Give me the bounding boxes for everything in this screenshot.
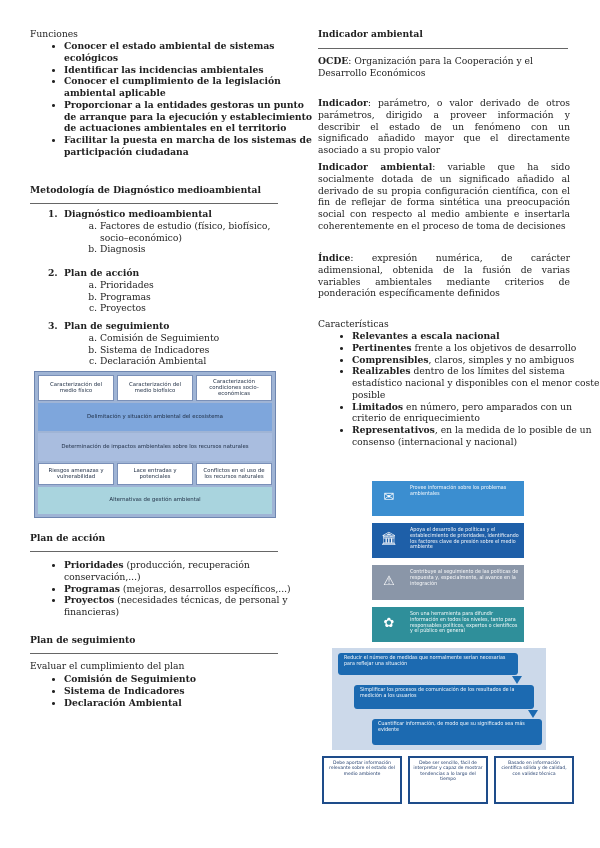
indicator-functions-infographic: [372, 479, 524, 644]
flow-step: Reducir el número de medidas que normalmente serían necesarias para reflejar una situación: [338, 653, 518, 675]
criteria-box: Debe ser sencillo, fácil de interpretar y capaz de mostrar tendencias a lo largo del tiempo: [408, 756, 488, 804]
caracteristicas-title: Características: [318, 319, 389, 330]
step-subitem: c. Proyectos: [100, 303, 280, 315]
step-heading: [30, 209, 280, 221]
indicator-criteria-boxes: [318, 756, 574, 806]
diagram-mid-box: Lace entradas y potenciales: [117, 463, 193, 485]
step-sublist: [30, 280, 280, 315]
funcion-item: • Proporcionar a la entidades gestoras un punto de arranque para la ejecución y establecimiento de actuaciones ambientales en el territorio: [64, 100, 314, 135]
list-item-term: Comprensibles: [352, 354, 429, 366]
infographic-text: Contribuye al seguimiento de las políticas de respuesta y, especialmente, al avance en la integración: [406, 565, 524, 600]
plan-seguimiento-item: • Declaración Ambiental: [64, 698, 314, 710]
step-subitem: a. Factores de estudio (físico, biofísico, socio–económico): [100, 221, 280, 245]
infographic-icon: ✉: [372, 481, 406, 516]
flow-step: Cuantificar información, de modo que su significado sea más evidente: [372, 719, 542, 745]
plan-seguimiento-title: Plan de seguimiento: [30, 635, 136, 646]
step-subitem: a. Prioridades: [100, 280, 280, 292]
list-item-text: frente a los objetivos de desarrollo: [411, 342, 577, 354]
plan-seguimiento-intro: Evaluar el cumplimiento del plan: [30, 661, 185, 672]
diagram-mid-box: Conflictos en el uso de los recursos naturales: [196, 463, 272, 485]
funciones-title: Funciones: [30, 29, 78, 40]
funcion-item: • Identificar las incidencias ambientales: [64, 65, 314, 77]
divider: [30, 551, 278, 552]
indice-term: Índice: [318, 253, 351, 264]
indicador-text: : parámetro, o valor derivado de otros parámetros, dirigido a proveer información y describir el estado de un fenómeno con un significado añadido mayor que el directamente asociado a su propio valor: [318, 98, 570, 157]
flow-arrow: [512, 676, 522, 684]
diagram-top-box: Caracterización condiciones socio-económicas: [196, 375, 272, 401]
infographic-icon: ✿: [372, 607, 406, 642]
funcion-item: • Conocer el cumplimiento de la legislación ambiental aplicable: [64, 76, 314, 100]
diagram-band-impactos: Determinación de impactos ambientales sobre los recursos naturales: [38, 433, 272, 461]
infographic-icon: ⚠: [372, 565, 406, 600]
indicador-definition: [318, 98, 570, 157]
infographic-row: [372, 565, 524, 600]
list-item-text: , claros, simples y no ambiguos: [428, 354, 575, 366]
step-title: Plan de seguimiento: [64, 321, 170, 332]
diagnosis-diagram: [34, 371, 276, 518]
ocde-term: OCDE: [318, 56, 349, 67]
metodologia-step: [30, 209, 280, 256]
divider: [318, 48, 568, 49]
list-item-term: Representativos: [352, 425, 435, 437]
list-item-term: Proyectos: [64, 595, 115, 607]
infographic-icon: 🏛: [372, 523, 406, 558]
step-subitem: c. Declaración Ambiental: [100, 356, 280, 368]
step-subitem: b. Sistema de Indicadores: [100, 345, 280, 357]
metodologia-step: [30, 268, 280, 315]
step-number: 1.: [48, 209, 58, 220]
infographic-text: Apoya el desarrollo de políticas y el establecimiento de prioridades, identificando los factores clave de presión sobre el medio ambiente: [406, 523, 524, 558]
list-item: [352, 343, 600, 355]
diagram-mid-box: Riesgos amenazas y vulnerabilidad: [38, 463, 114, 485]
list-item: [352, 425, 600, 449]
indicador-term: Indicador: [318, 98, 368, 109]
metodologia-step: [30, 321, 280, 368]
flow-step: Simplificar los procesos de comunicación de los resultados de la medición a los usuarios: [354, 685, 534, 709]
infographic-row: [372, 481, 524, 516]
step-title: Plan de acción: [64, 268, 140, 279]
step-subitem: b. Programas: [100, 292, 280, 304]
list-item-term: Programas: [64, 583, 120, 595]
ocde-text: : Organización para la Cooperación y el Desarrollo Económicos: [318, 56, 533, 79]
list-item-text: dentro de los límites del sistema estadístico nacional y disponibles con el menor coste posible: [352, 366, 600, 401]
ocde-definition: [318, 56, 570, 80]
plan-seguimiento-item: • Sistema de Indicadores: [64, 686, 314, 698]
diagram-band-delimitacion: Delimitación y situación ambiental del ecosistema: [38, 403, 272, 431]
infographic-row: [372, 523, 524, 558]
indicador-ambiental-term: Indicador ambiental: [318, 162, 433, 173]
plan-seguimiento-item: • Comisión de Seguimiento: [64, 674, 314, 686]
criteria-box: Debe aportar información relevante sobre el estado del medio ambiente: [322, 756, 402, 804]
step-subitem: a. Comisión de Seguimiento: [100, 333, 280, 345]
list-item-text: en número, pero amparados con un criterio de enriquecimiento: [352, 401, 573, 425]
list-item-term: Pertinentes: [352, 342, 412, 354]
step-heading: [30, 268, 280, 280]
indice-definition: [318, 253, 570, 300]
list-item-text: (necesidades técnicas, de personal y financieras): [64, 595, 288, 619]
list-item-term: Limitados: [352, 401, 404, 413]
list-item: [352, 355, 600, 367]
step-number: 2.: [48, 268, 58, 279]
list-item: [352, 402, 600, 426]
indicator-purpose-flow: [332, 648, 546, 750]
caracteristicas-list: [318, 331, 600, 449]
step-sublist: [30, 221, 280, 256]
funcion-item: • Conocer el estado ambiental de sistemas ecológicos: [64, 41, 314, 65]
plan-accion-list: [30, 560, 314, 619]
indicador-ambiental-title: Indicador ambiental: [318, 29, 423, 40]
flow-arrow: [528, 710, 538, 718]
step-heading: [30, 321, 280, 333]
diagram-top-box: Caracterización del medio biofísico: [117, 375, 193, 401]
funciones-list: [30, 41, 314, 159]
list-item: [64, 560, 314, 584]
list-item-term: Relevantes a escala nacional: [352, 331, 500, 342]
diagram-band-alternativas: Alternativas de gestión ambiental: [38, 487, 272, 514]
indicador-ambiental-definition: [318, 162, 570, 233]
step-number: 3.: [48, 321, 58, 332]
list-item: [352, 366, 600, 401]
divider: [30, 203, 278, 204]
list-item: [64, 584, 314, 596]
list-item: [64, 595, 314, 619]
list-item-text: , en la medida de lo posible de un consenso (internacional y nacional): [352, 425, 592, 448]
step-title: Diagnóstico medioambiental: [64, 209, 212, 220]
infographic-text: Provee información sobre los problemas ambientales: [406, 481, 524, 516]
list-item-text: (producción, recuperación conservación,...): [64, 560, 250, 583]
plan-seguimiento-list: [30, 674, 314, 709]
list-item-term: Prioridades: [64, 560, 124, 571]
indice-text: : expresión numérica, de carácter adimensional, obtenida de la fusión de varias variables ambientales mediante criterios de ponderación específicamente definidos: [318, 253, 570, 300]
metodologia-title: Metodología de Diagnóstico medioambiental: [30, 185, 261, 196]
step-sublist: [30, 333, 280, 368]
criteria-box: Basado en información científica sólida y de calidad, con validez técnica: [494, 756, 574, 804]
divider: [30, 653, 278, 654]
diagram-top-box: Caracterización del medio físico: [38, 375, 114, 401]
infographic-text: Son una herramienta para difundir información en todos los niveles, tanto para responsables políticos, expertos o científicos y el público en general: [406, 607, 524, 642]
funcion-item: • Facilitar la puesta en marcha de los sistemas de participación ciudadana: [64, 135, 314, 159]
list-item: [352, 331, 600, 343]
list-item-text: (mejoras, desarrollos específicos,...): [119, 583, 291, 595]
infographic-row: [372, 607, 524, 642]
step-subitem: b. Diagnosis: [100, 244, 280, 256]
plan-accion-title: Plan de acción: [30, 533, 106, 544]
indicador-ambiental-text: : variable que ha sido socialmente dotada de un significado añadido al derivado de su propia configuración científica, con el fin de reflejar de forma sintética una preocupación social con respecto al medio ambiente e insertarla coherentemente en el proceso de toma de decisiones: [318, 162, 570, 232]
list-item-term: Realizables: [352, 366, 411, 378]
